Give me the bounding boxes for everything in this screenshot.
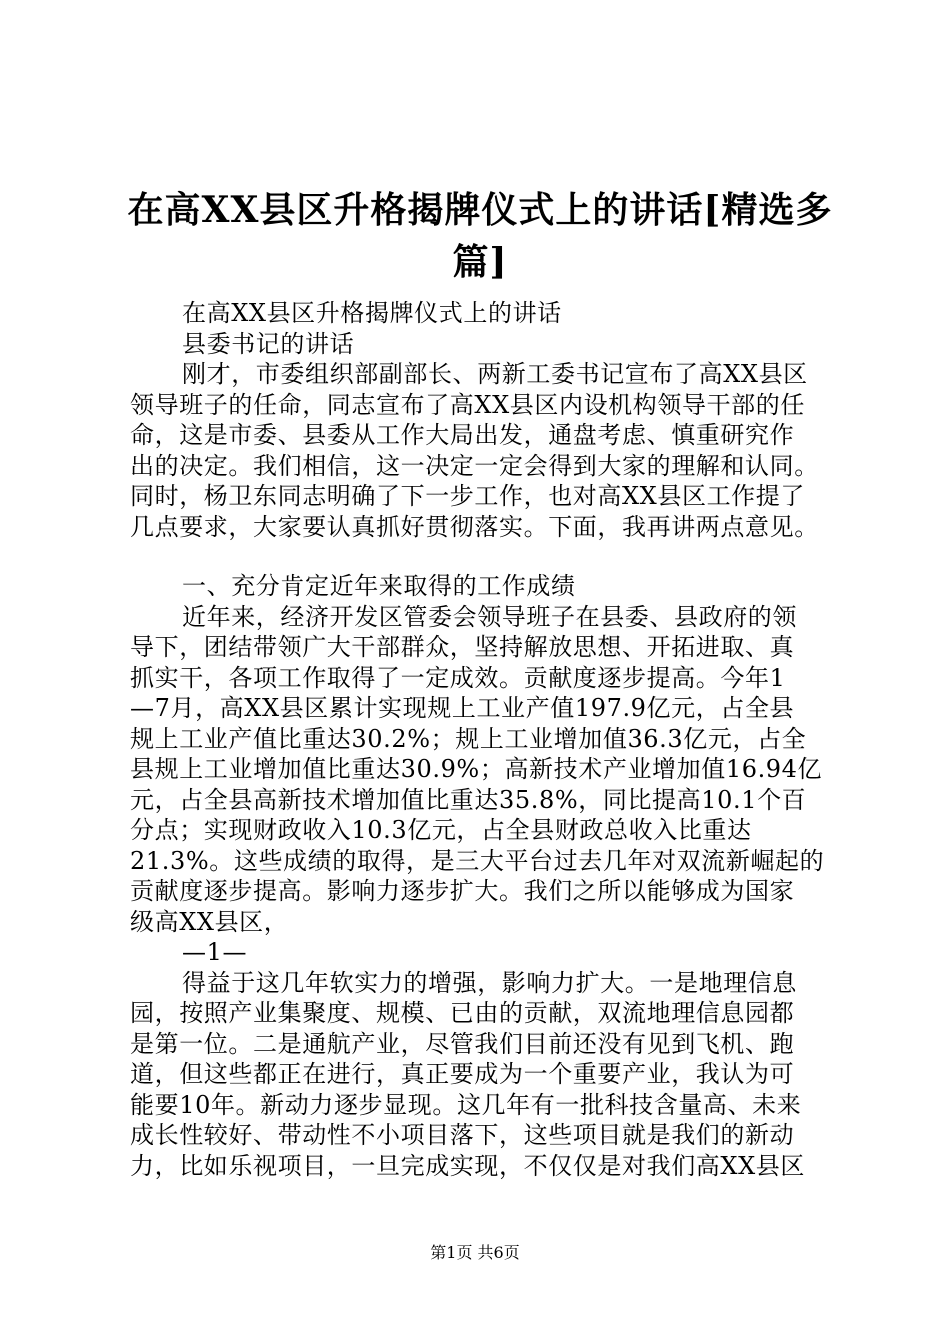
speaker-line: 县委书记的讲话 <box>182 329 355 358</box>
paragraph-line: 导下，团结带领广大干部群众，坚持解放思想、开拓进取、真 <box>130 633 795 661</box>
paragraph-line: 能要10年。新动力逐步显现。这几年有一批科技含量高、未来 <box>130 1090 802 1119</box>
inline-page-marker: —1— <box>182 938 248 966</box>
paragraph-line: 近年来，经济开发区管委会领导班子在县委、县政府的领 <box>182 602 797 631</box>
section-heading: 一、充分肯定近年来取得的工作成绩 <box>182 572 576 600</box>
paragraph-line: —7月，高XX县区累计实现规上工业产值197.9亿元，占全县 <box>130 694 795 722</box>
paragraph-line: 得益于这几年软实力的增强，影响力扩大。一是地理信息 <box>182 968 797 997</box>
section-intro <box>130 298 858 542</box>
paragraph-line: 抓实干，各项工作取得了一定成效。贡献度逐步提高。今年1 <box>130 663 786 692</box>
paragraph-line: 同时，杨卫东同志明确了下一步工作，也对高XX县区工作提了 <box>130 482 805 510</box>
paragraph-line: 成长性较好、带动性不小项目落下，这些项目就是我们的新动 <box>130 1121 795 1149</box>
subtitle-line: 在高XX县区升格揭牌仪式上的讲话 <box>182 299 562 327</box>
paragraph-line: 是第一位。二是通航产业，尽管我们目前还没有见到飞机、跑 <box>130 1029 795 1058</box>
paragraph-line: 县规上工业增加值比重达30.9%；高新技术产业增加值16.94亿 <box>130 755 823 783</box>
paragraph-line: 领导班子的任命，同志宣布了高XX县区内设机构领导干部的任 <box>130 390 805 419</box>
paragraph-line: 命，这是市委、县委从工作大局出发，通盘考虑、慎重研究作 <box>130 421 795 449</box>
paragraph-line: 元，占全县高新技术增加值比重达35.8%，同比提高10.1个百 <box>130 785 807 814</box>
title-line-1: 在高XX县区升格揭牌仪式上的讲话[精选多 <box>127 189 833 231</box>
title-line-2: 篇] <box>452 241 508 283</box>
document-title <box>100 186 860 286</box>
page-footer: 第1页 共6页 <box>430 1243 520 1262</box>
paragraph-line: 几点要求，大家要认真抓好贯彻落实。下面，我再讲两点意见。 <box>130 512 819 541</box>
paragraph-line: 刚才，市委组织部副部长、两新工委书记宣布了高XX县区 <box>182 360 808 388</box>
paragraph-line: 级高XX县区， <box>130 907 289 936</box>
paragraph-line: 力，比如乐视项目，一旦完成实现，不仅仅是对我们高XX县区 <box>130 1151 805 1180</box>
paragraph-line: 贡献度逐步提高。影响力逐步扩大。我们之所以能够成为国家 <box>130 877 795 905</box>
section-one <box>130 571 858 1181</box>
paragraph-line: 道，但这些都正在进行，真正要成为一个重要产业，我认为可 <box>130 1060 795 1088</box>
paragraph-line: 出的决定。我们相信，这一决定一定会得到大家的理解和认同。 <box>130 451 819 480</box>
paragraph-line: 规上工业产值比重达30.2%；规上工业增加值36.3亿元，占全 <box>130 724 807 753</box>
paragraph-line: 园，按照产业集聚度、规模、已由的贡献，双流地理信息园都 <box>130 999 795 1027</box>
paragraph-line: 分点；实现财政收入10.3亿元，占全县财政总收入比重达 <box>130 816 752 844</box>
paragraph-line: 21.3%。这些成绩的取得，是三大平台过去几年对双流新崛起的 <box>130 846 825 875</box>
